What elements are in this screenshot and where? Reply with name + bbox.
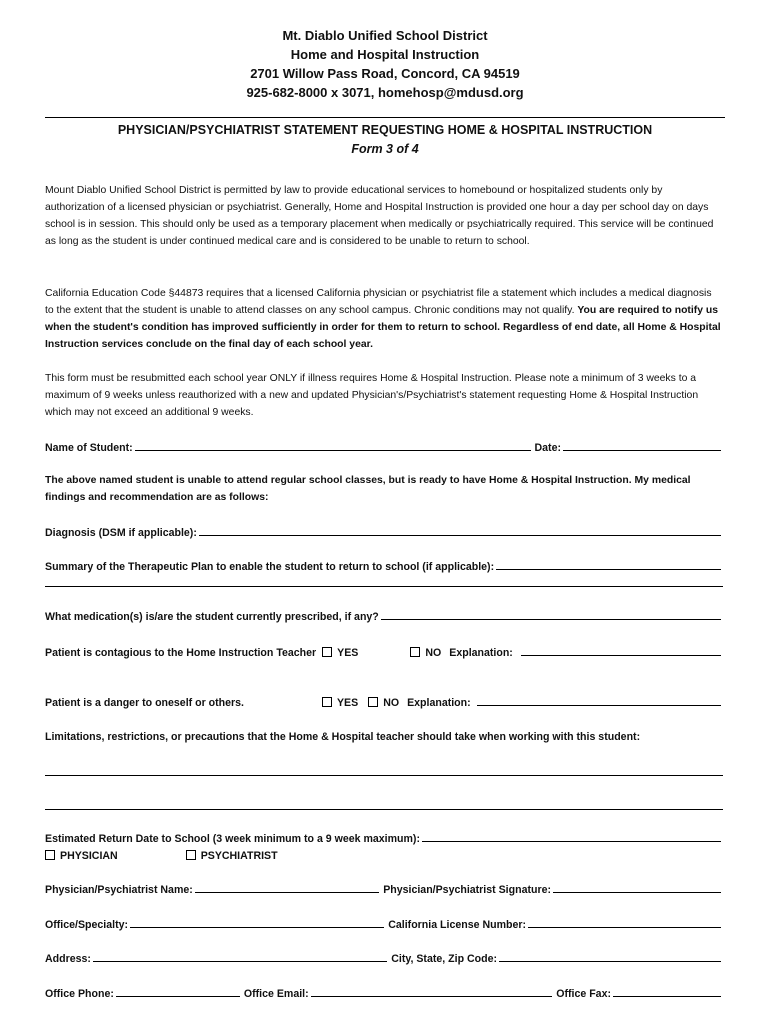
psychiatrist-checkbox[interactable]	[186, 850, 196, 860]
header-divider	[45, 117, 725, 118]
office-email-label: Office Email:	[243, 988, 309, 1000]
therapeutic-plan-field[interactable]	[496, 568, 721, 570]
contagious-label: Patient is contagious to the Home Instruction Teacher	[45, 647, 317, 659]
resubmit-paragraph: This form must be resubmitted each school year ONLY if illness requires Home & Hospital Instruction. Please note a minimum of 3 weeks to a maximum of 9 weeks unless reauthorized with a new and updated Physician's/Psychiatrist's statement requesting Home & Hospital Instruction which may not exceed an additional 9 weeks.	[45, 373, 699, 418]
district-header	[0, 26, 770, 102]
contagious-row	[45, 643, 725, 659]
office-specialty-label: Office/Specialty:	[45, 919, 129, 931]
danger-yes-label: YES	[336, 697, 359, 709]
diagnosis-label: Diagnosis (DSM if applicable):	[45, 527, 197, 539]
date-label: Date:	[534, 442, 561, 454]
limitations-line-2[interactable]	[45, 809, 723, 810]
office-specialty-row	[45, 915, 725, 931]
provider-type-row	[45, 846, 725, 862]
office-contact-row	[45, 984, 725, 1000]
danger-label: Patient is a danger to oneself or others.	[45, 697, 244, 709]
program-name: Home and Hospital Instruction	[290, 47, 480, 62]
return-date-field[interactable]	[422, 840, 721, 842]
intro-paragraph: Mount Diablo Unified School District is permitted by law to provide educational services to homebound or hospitalized students only by authorization of a licensed physician or psychiatrist. Generally, Home and Hospital Instruction is provided one hour a day per school day on days school is in session. This should only be used as a temporary placement when medically or psychiatrically required. This service will be continued as long as the student is under continued medical care and is considered to be unable to return to school.	[45, 185, 714, 247]
education-code-paragraph	[45, 285, 723, 353]
physician-signature-field[interactable]	[553, 891, 721, 893]
therapeutic-plan-line-2[interactable]	[45, 586, 723, 587]
danger-explanation-field[interactable]	[477, 704, 721, 706]
district-name: Mt. Diablo Unified School District	[282, 28, 488, 43]
danger-yes-checkbox[interactable]	[322, 697, 332, 707]
therapeutic-plan-label: Summary of the Therapeutic Plan to enable the student to return to school (if applicable):	[45, 561, 495, 573]
physician-name-row	[45, 880, 725, 896]
office-fax-field[interactable]	[613, 995, 721, 997]
contagious-yes-label: YES	[337, 647, 359, 659]
student-name-label: Name of Student:	[45, 442, 133, 454]
physician-checkbox[interactable]	[45, 850, 55, 860]
return-date-row	[45, 829, 725, 845]
form-title: PHYSICIAN/PSYCHIATRIST STATEMENT REQUESTING HOME & HOSPITAL INSTRUCTION	[117, 123, 653, 137]
license-label: California License Number:	[388, 919, 526, 931]
date-field[interactable]	[563, 449, 721, 451]
contagious-explanation-label: Explanation:	[449, 647, 513, 659]
contagious-yes-checkbox[interactable]	[322, 647, 332, 657]
return-date-label: Estimated Return Date to School (3 week minimum to a 9 week maximum):	[45, 833, 420, 845]
license-field[interactable]	[528, 926, 721, 928]
limitations-label: Limitations, restrictions, or precautions that the Home & Hospital teacher should take when working with this student:	[45, 731, 641, 743]
office-phone-label: Office Phone:	[45, 988, 114, 1000]
address-row	[45, 949, 725, 965]
physician-signature-label: Physician/Psychiatrist Signature:	[383, 884, 551, 896]
district-address: 2701 Willow Pass Road, Concord, CA 94519	[250, 66, 520, 81]
office-phone-field[interactable]	[116, 995, 240, 997]
contagious-explanation-field[interactable]	[521, 654, 721, 656]
physician-name-label: Physician/Psychiatrist Name:	[45, 884, 193, 896]
limitations-line-1[interactable]	[45, 775, 723, 776]
district-contact: 925-682-8000 x 3071, homehosp@mdusd.org	[246, 85, 524, 100]
medications-field[interactable]	[381, 618, 721, 620]
office-email-field[interactable]	[311, 995, 553, 997]
city-state-zip-label: City, State, Zip Code:	[391, 953, 497, 965]
findings-statement: The above named student is unable to attend regular school classes, but is ready to have Home & Hospital Instruction. My medical findings and recommendation are as follows:	[45, 475, 691, 503]
contagious-no-checkbox[interactable]	[410, 647, 420, 657]
physician-label: PHYSICIAN	[60, 850, 118, 862]
diagnosis-field[interactable]	[199, 534, 721, 536]
form-subtitle: Form 3 of 4	[351, 142, 419, 156]
office-specialty-field[interactable]	[130, 926, 384, 928]
physician-name-field[interactable]	[195, 891, 379, 893]
city-state-zip-field[interactable]	[499, 960, 721, 962]
contagious-no-label: NO	[425, 647, 442, 659]
danger-no-label: NO	[383, 697, 400, 709]
address-label: Address:	[45, 953, 91, 965]
psychiatrist-label: PSYCHIATRIST	[200, 850, 278, 862]
limitations-row	[45, 727, 725, 743]
medications-row	[45, 607, 725, 623]
student-name-field[interactable]	[135, 449, 531, 451]
address-field[interactable]	[93, 960, 387, 962]
danger-no-checkbox[interactable]	[368, 697, 378, 707]
danger-row	[45, 693, 725, 709]
therapeutic-plan-row	[45, 557, 725, 573]
medications-label: What medication(s) is/are the student currently prescribed, if any?	[45, 611, 379, 623]
notify-notice: You are required to notify us when the student's condition has improved sufficiently in order for them to return to school. Regardless of end date, all Home & Hospital Instruction services conclude on the final day of each school year.	[45, 305, 721, 350]
student-name-row	[45, 438, 725, 454]
diagnosis-row	[45, 523, 725, 539]
office-fax-label: Office Fax:	[556, 988, 611, 1000]
education-code-text: California Education Code §44873 requires that a licensed California physician or psychiatrist file a statement which includes a medical diagnosis to the extent that the student is unable to attend classes on any school campus. Chronic conditions may not qualify.	[45, 288, 712, 316]
danger-explanation-label: Explanation:	[407, 697, 471, 709]
